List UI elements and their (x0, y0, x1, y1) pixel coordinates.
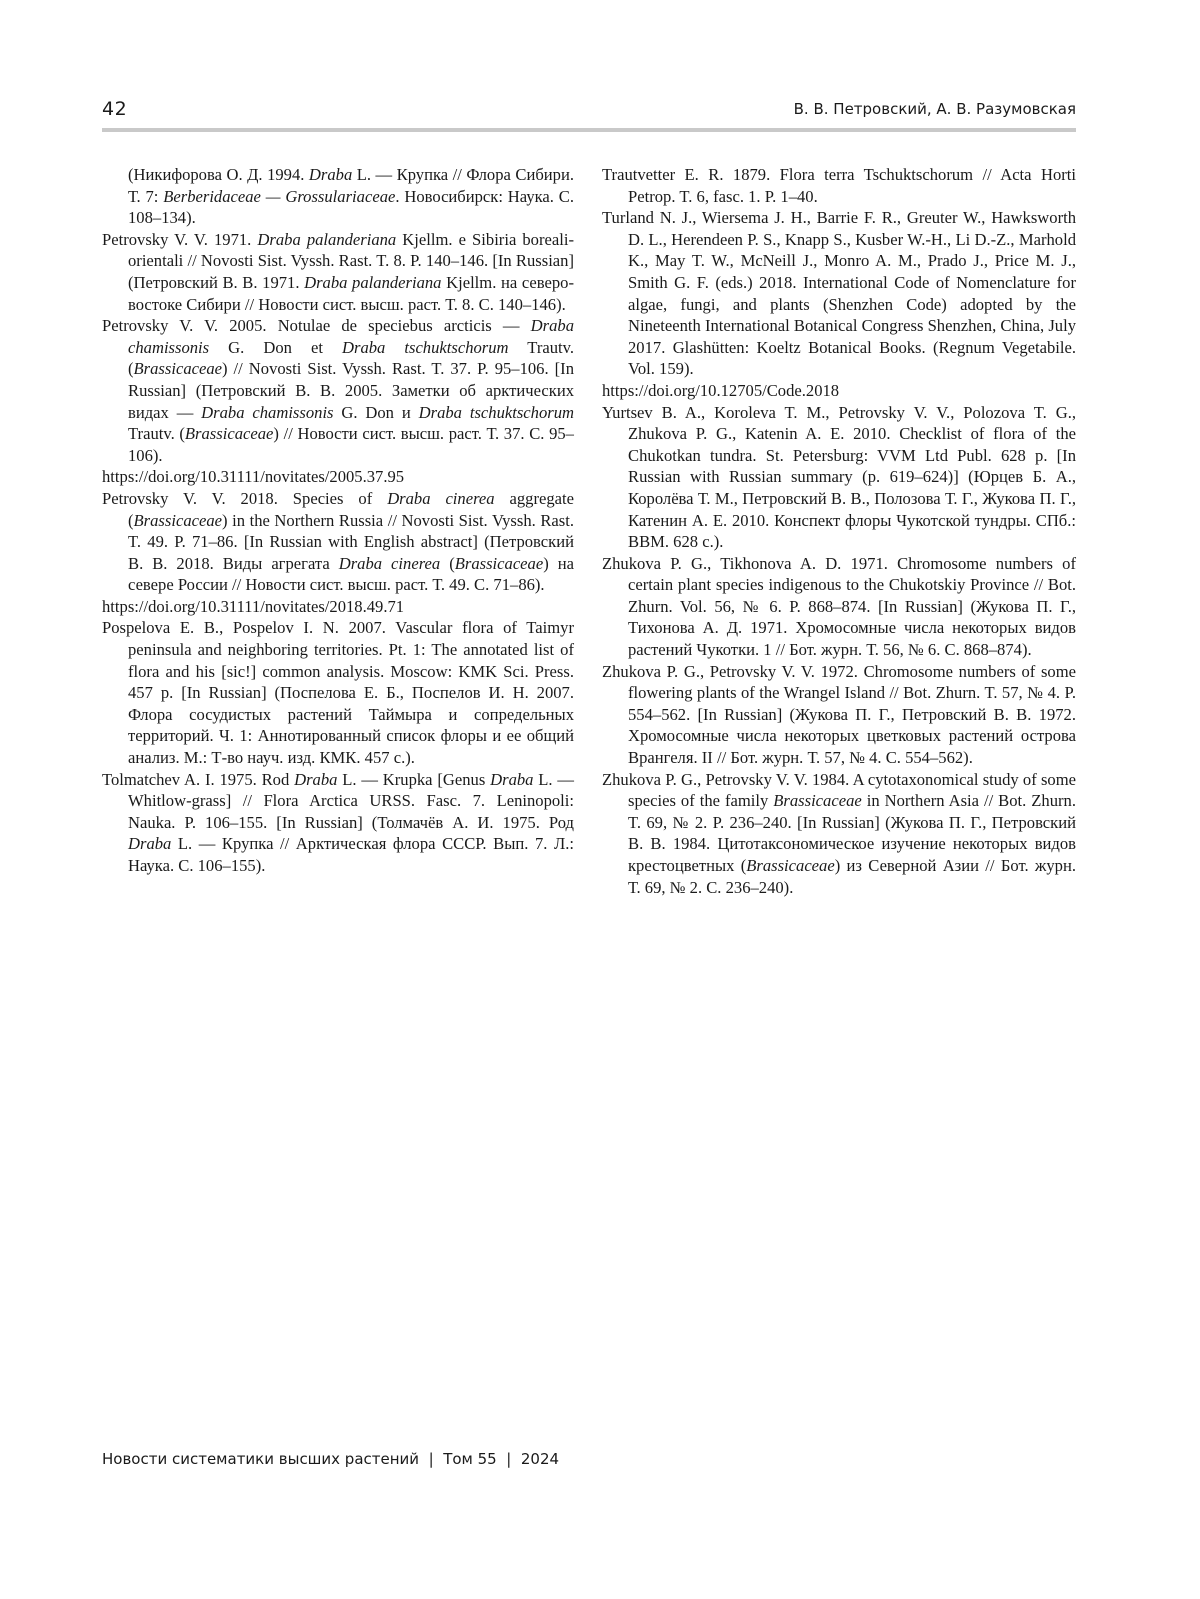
italic-taxon: Berberidaceae — Grossulariaceae (163, 186, 396, 206)
doi-link[interactable]: https://doi.org/10.31111/novitates/2018.49.71 (102, 596, 405, 616)
doi-link[interactable]: https://doi.org/10.12705/Code.2018 (602, 380, 840, 400)
reference-text: aggregate ( (128, 488, 575, 530)
italic-taxon: Draba cinerea (387, 488, 495, 508)
reference-text: Trautvetter E. R. 1879. Flora terra Tschuktschorum // Acta Horti Petrop. T. 6, fasc. 1. P. 1–40. (602, 165, 1076, 206)
page-number: 42 (102, 98, 128, 120)
italic-taxon: Draba (308, 165, 353, 184)
reference-entry (102, 229, 574, 315)
reference-text: ) // Novosti Sist. Vyssh. Rast. T. 37. P. 95–106. [In Russian] (Петровский В. В. 2005. Заметки об арктических видах — (128, 359, 574, 422)
reference-entry (102, 315, 574, 488)
reference-entry (602, 207, 1076, 401)
reference-text: G. Don et (209, 337, 342, 357)
italic-taxon: Draba cinerea (338, 553, 441, 573)
reference-text: L. — Крупка // Флора Сибири. Т. 7: (128, 165, 574, 206)
italic-taxon: Draba chamissonis (201, 402, 334, 422)
footer-separator: | (428, 1450, 434, 1468)
reference-text: Petrovsky V. V. 2018. Species of (102, 488, 388, 508)
reference-entry (102, 617, 574, 768)
reference-entry (602, 164, 1076, 207)
italic-taxon: Brassicaceae (773, 791, 862, 811)
doi-link[interactable]: https://doi.org/10.31111/novitates/2005.37.95 (102, 467, 405, 487)
journal-footer (102, 1450, 559, 1468)
reference-text: L. — Крупка // Арктическая флора СССР. Вып. 7. Л.: Наука. С. 106–155). (128, 834, 574, 875)
reference-text: ( (440, 553, 455, 573)
italic-taxon: Brassicaceae (133, 510, 223, 530)
reference-text: in Northern Asia // Bot. Zhurn. T. 69, № 2. P. 236–240. [In Russian] (Жукова П. Г., Петровский В. В. 1984. Цитотаксономическое изучение некоторых видов крестоцветных ( (628, 791, 1076, 875)
reference-text: L. — Krupka [Genus (337, 769, 491, 789)
references-right-column (602, 164, 1076, 898)
italic-taxon: Brassicaceae (746, 856, 835, 875)
italic-taxon: Draba (294, 769, 338, 789)
reference-text: (Никифорова О. Д. 1994. (128, 165, 309, 184)
reference-text: L. — Whitlow-grass] // Flora Arctica URSS. Fasc. 7. Leninopoli: Nauka. P. 106–155. [In Russian] (Толмачёв А. И. 1975. Род (128, 769, 574, 832)
reference-text: Zhukova P. G., Tikhonova A. D. 1971. Chromosome numbers of certain plant species indigenous to the Chukotskiy Province // Bot. Zhurn. Vol. 56, № 6. P. 868–874. [In Russian] (Жукова П. Г., Тихонова А. Д. 1971. Хромосомные числа некоторых видов растений Чукотки. 1 // Бот. журн. Т. 56, № 6. С. 868–874). (602, 553, 1076, 660)
reference-text: Zhukova P. G., Petrovsky V. V. 1984. A cytotaxonomical study of some species of the family (602, 769, 1076, 811)
reference-entry (602, 661, 1076, 769)
reference-text: . Новосибирск: Наука. С. 108–134). (128, 186, 575, 228)
reference-entry (102, 488, 574, 618)
footer-volume: Том 55 (443, 1450, 497, 1468)
references-left-column (102, 164, 574, 877)
running-authors: В. В. Петровский, А. В. Разумовская (793, 100, 1076, 118)
reference-text: Zhukova P. G., Petrovsky V. V. 1972. Chromosome numbers of some flowering plants of the Wrangel Island // Bot. Zhurn. T. 57, № 4. P. 554–562. [In Russian] (Жукова П. Г., Петровский В. В. 1972. Хромосомные числа некоторых цветковых растений острова Врангеля. II // Бот. журн. Т. 57, № 4. С. 554–562). (602, 661, 1076, 768)
reference-text: ) in the Northern Russia // Novosti Sist. Vyssh. Rast. T. 49. P. 71–86. [In Russian with English abstract] (Петровский В. В. 2018. Виды агрегата (128, 510, 574, 573)
reference-text: Trautv. ( (128, 337, 574, 379)
italic-taxon: Draba tschuktschorum (418, 402, 574, 422)
reference-entry (602, 553, 1076, 661)
italic-taxon: Draba chamissonis (128, 316, 574, 357)
footer-separator: | (506, 1450, 512, 1468)
reference-text: Yurtsev B. A., Koroleva T. M., Petrovsky V. V., Polozova T. G., Zhukova P. G., Katenin A. E. 2010. Checklist of flora of the Chukotkan tundra. St. Petersburg: VVM Ltd Publ. 628 p. [In Russian with Russian summary (p. 619–624)] (Юрцев Б. А., Королёва Т. М., Петровский В. В., Полозова Т. Г., Жукова П. Г., Катенин А. Е. 2010. Конспект флоры Чукотской тундры. СПб.: ВВМ. 628 с.). (602, 402, 1076, 552)
reference-text: Turland N. J., Wiersema J. H., Barrie F. R., Greuter W., Hawksworth D. L., Herendeen P. S., Knapp S., Kusber W.-H., Li D.-Z., Marhold K., May T. W., McNeill J., Monro A. M., Prado J., Price M. J., Smith G. F. (eds.) 2018. International Code of Nomenclature for algae, fungi, and plants (Shenzhen Code) adopted by the Nineteenth International Botanical Congress Shenzhen, China, July 2017. Glashütten: Koeltz Botanical Books. (Regnum Vegetabile. Vol. 159). (602, 208, 1076, 379)
footer-year: 2024 (520, 1450, 560, 1468)
reference-entry (602, 769, 1076, 899)
italic-taxon: Draba (128, 834, 172, 854)
reference-text: ) на севере России // Новости сист. высш. раст. Т. 49. С. 71–86). (128, 553, 574, 595)
italic-taxon: Brassicaceae (184, 424, 274, 444)
italic-taxon: Draba tschuktschorum (342, 337, 509, 357)
italic-taxon: Draba palanderiana (257, 229, 397, 249)
header-rule (102, 128, 1076, 132)
reference-entry (102, 164, 574, 229)
reference-text: G. Don и (333, 402, 419, 422)
reference-entry (102, 769, 574, 877)
reference-text: Kjellm. на северо-востоке Сибири // Новости сист. высш. раст. Т. 8. С. 140–146). (128, 272, 574, 314)
reference-text: Kjellm. e Sibiria boreali-orientali // Novosti Sist. Vyssh. Rast. T. 8. P. 140–146. [In Russian] (Петровский В. В. 1971. (128, 229, 574, 292)
reference-text: ) // Новости сист. высш. раст. Т. 37. С. 95–106). (128, 424, 574, 465)
reference-text: Petrovsky V. V. 1971. (102, 229, 258, 249)
reference-text: Pospelova E. B., Pospelov I. N. 2007. Vascular flora of Taimyr peninsula and neighboring territories. Pt. 1: The annotated list of flora and his [sic!] common analysis. Moscow: KMK Sci. Press. 457 p. [In Russian] (Поспелова Е. Б., Поспелов И. Н. 2007. Флора сосудистых растений Таймыра и сопредельных территорий. Ч. 1: Аннотированный список флоры и ее общий анализ. М.: Т-во науч. изд. КМК. 457 с.). (102, 618, 574, 768)
italic-taxon: Brassicaceae (133, 359, 223, 379)
italic-taxon: Draba (490, 769, 534, 789)
reference-text: Trautv. ( (128, 424, 185, 444)
reference-text: ) из Северной Азии // Бот. журн. Т. 69, № 2. С. 236–240). (628, 856, 1076, 897)
italic-taxon: Draba palanderiana (304, 272, 442, 292)
reference-entry (602, 402, 1076, 553)
running-header (102, 96, 1076, 130)
footer-journal-title: Новости систематики высших растений (102, 1450, 420, 1468)
reference-text: Petrovsky V. V. 2005. Notulae de speciebus arcticis — (102, 316, 531, 336)
italic-taxon: Brassicaceae (454, 553, 544, 573)
reference-text: Tolmatchev A. I. 1975. Rod (102, 769, 295, 789)
